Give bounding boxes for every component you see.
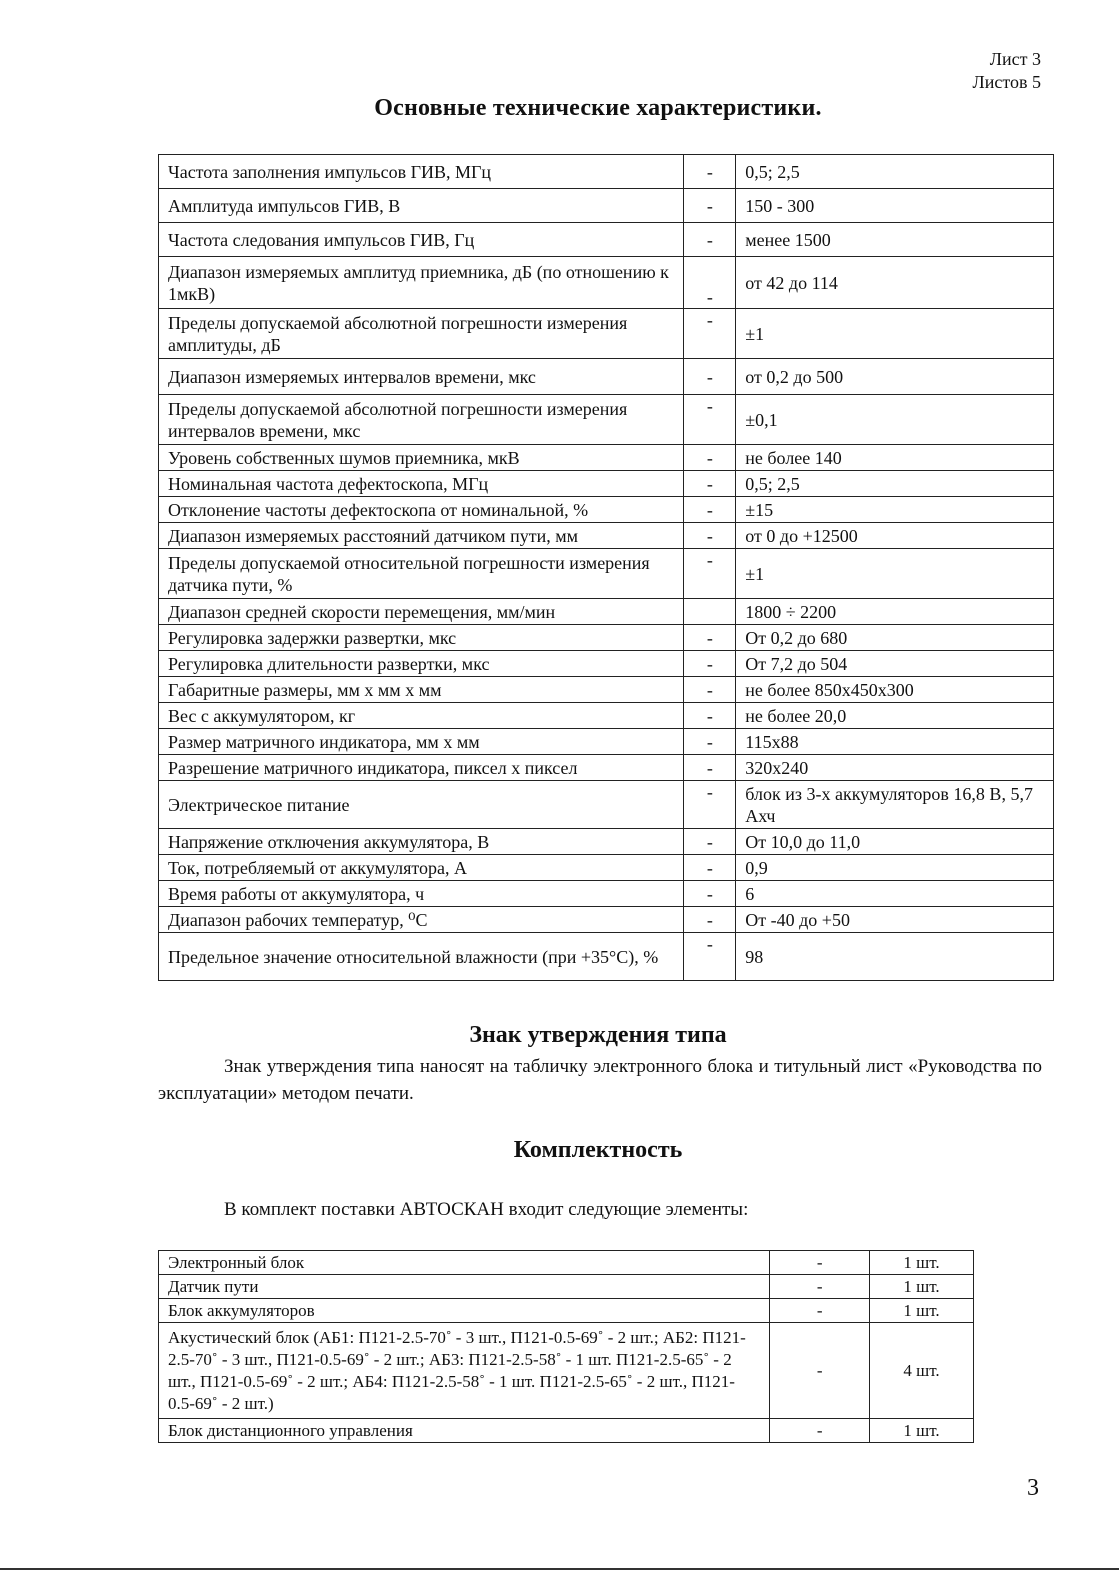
spec-value: не более 140 — [736, 445, 1054, 471]
approval-text: Знак утверждения типа наносят на табличку электронного блока и титульный лист «Руководства по эксплуатации» методом печати. — [158, 1056, 1042, 1104]
kit-intro: В комплект поставки АВТОСКАН входит следующие элементы: — [224, 1199, 749, 1220]
spec-row — [159, 257, 1054, 309]
scan-edge-line — [0, 1568, 1119, 1570]
spec-dash: - — [684, 523, 736, 549]
spec-dash: - — [684, 155, 736, 189]
kit-row — [159, 1323, 974, 1419]
spec-row — [159, 471, 1054, 497]
spec-dash: - — [684, 829, 736, 855]
spec-name: Ток, потребляемый от аккумулятора, А — [159, 855, 684, 881]
spec-row — [159, 881, 1054, 907]
page-title: Основные технические характеристики. — [374, 95, 822, 121]
spec-name: Время работы от аккумулятора, ч — [159, 881, 684, 907]
page-number: 3 — [1027, 1475, 1039, 1501]
spec-name: Электрическое питание — [159, 781, 684, 829]
sheets-total: Листов 5 — [972, 72, 1041, 92]
spec-dash: - — [684, 395, 736, 445]
spec-value: не более 20,0 — [736, 703, 1054, 729]
spec-dash: - — [684, 471, 736, 497]
spec-dash: - — [684, 549, 736, 599]
kit-item-qty: 4 шт. — [870, 1323, 974, 1419]
spec-value: от 42 до 114 — [736, 257, 1054, 309]
spec-row — [159, 907, 1054, 933]
kit-item-name: Акустический блок (АБ1: П121-2.5-70˚ - 3 шт., П121-0.5-69˚ - 2 шт.; АБ2: П121-2.5-70˚ - 3 шт., П121-0.5-69˚ - 2 шт.; АБ3: П121-2.5-58˚ - 1 шт. П121-2.5-65˚ - 2 шт., П121-0.5-69˚ - 2 шт.; АБ4: П121-2.5-58˚ - 1 шт. П121-2.5-65˚ - 2 шт., П121-0.5-69˚ - 2 шт.) — [159, 1323, 770, 1419]
spec-name: Диапазон рабочих температур, ⁰С — [159, 907, 684, 933]
spec-row — [159, 395, 1054, 445]
spec-value: ±1 — [736, 549, 1054, 599]
spec-dash: - — [684, 359, 736, 395]
spec-row — [159, 599, 1054, 625]
spec-name: Уровень собственных шумов приемника, мкВ — [159, 445, 684, 471]
spec-dash: - — [684, 881, 736, 907]
spec-value: 0,5; 2,5 — [736, 155, 1054, 189]
kit-item-name: Блок дистанционного управления — [159, 1419, 770, 1443]
spec-dash: - — [684, 933, 736, 981]
spec-dash: - — [684, 703, 736, 729]
spec-name: Напряжение отключения аккумулятора, В — [159, 829, 684, 855]
spec-value: блок из 3-х аккумуляторов 16,8 В, 5,7 Ахч — [736, 781, 1054, 829]
kit-row — [159, 1251, 974, 1275]
spec-row — [159, 755, 1054, 781]
spec-dash: - — [684, 445, 736, 471]
spec-value: 6 — [736, 881, 1054, 907]
spec-value: 115х88 — [736, 729, 1054, 755]
sheet-header — [973, 48, 1041, 94]
spec-value: ±1 — [736, 309, 1054, 359]
kit-item-name: Блок аккумуляторов — [159, 1299, 770, 1323]
spec-dash: - — [684, 625, 736, 651]
spec-dash: - — [684, 855, 736, 881]
spec-row — [159, 651, 1054, 677]
spec-row — [159, 729, 1054, 755]
spec-value: ±0,1 — [736, 395, 1054, 445]
spec-value: 1800 ÷ 2200 — [736, 599, 1054, 625]
kit-item-dash: - — [770, 1251, 870, 1275]
spec-name: Габаритные размеры, мм х мм х мм — [159, 677, 684, 703]
spec-dash: - — [684, 907, 736, 933]
spec-value: ±15 — [736, 497, 1054, 523]
spec-row — [159, 703, 1054, 729]
spec-dash: - — [684, 755, 736, 781]
spec-row — [159, 549, 1054, 599]
spec-dash: - — [684, 497, 736, 523]
kit-row — [159, 1299, 974, 1323]
sheet-number: Лист 3 — [989, 49, 1041, 69]
spec-value: От -40 до +50 — [736, 907, 1054, 933]
spec-name: Отклонение частоты дефектоскопа от номинальной, % — [159, 497, 684, 523]
spec-value: не более 850х450х300 — [736, 677, 1054, 703]
spec-dash — [684, 599, 736, 625]
spec-value: 0,5; 2,5 — [736, 471, 1054, 497]
spec-dash: - — [684, 223, 736, 257]
spec-value: 320х240 — [736, 755, 1054, 781]
spec-name: Номинальная частота дефектоскопа, МГц — [159, 471, 684, 497]
spec-name: Частота заполнения импульсов ГИВ, МГц — [159, 155, 684, 189]
kit-table — [158, 1250, 974, 1443]
spec-value: От 7,2 до 504 — [736, 651, 1054, 677]
spec-value: менее 1500 — [736, 223, 1054, 257]
spec-row — [159, 309, 1054, 359]
spec-value: 98 — [736, 933, 1054, 981]
spec-name: Диапазон измеряемых амплитуд приемника, дБ (по отношению к 1мкВ) — [159, 257, 684, 309]
approval-title: Знак утверждения типа — [469, 1022, 727, 1048]
spec-row — [159, 445, 1054, 471]
kit-item-dash: - — [770, 1419, 870, 1443]
spec-name: Разрешение матричного индикатора, пиксел х пиксел — [159, 755, 684, 781]
spec-name: Предельное значение относительной влажности (при +35°С), % — [159, 933, 684, 981]
spec-name: Амплитуда импульсов ГИВ, В — [159, 189, 684, 223]
kit-item-qty: 1 шт. — [870, 1299, 974, 1323]
spec-row — [159, 677, 1054, 703]
kit-row — [159, 1419, 974, 1443]
spec-value: 150 - 300 — [736, 189, 1054, 223]
spec-row — [159, 855, 1054, 881]
specifications-table — [158, 154, 1054, 981]
spec-name: Пределы допускаемой относительной погрешности измерения датчика пути, % — [159, 549, 684, 599]
spec-name: Диапазон средней скорости перемещения, мм/мин — [159, 599, 684, 625]
kit-item-dash: - — [770, 1275, 870, 1299]
kit-item-name: Датчик пути — [159, 1275, 770, 1299]
spec-name: Вес с аккумулятором, кг — [159, 703, 684, 729]
spec-name: Пределы допускаемой абсолютной погрешности измерения интервалов времени, мкс — [159, 395, 684, 445]
spec-row — [159, 223, 1054, 257]
spec-value: 0,9 — [736, 855, 1054, 881]
spec-dash: - — [684, 189, 736, 223]
kit-item-dash: - — [770, 1299, 870, 1323]
spec-row — [159, 933, 1054, 981]
spec-dash: - — [684, 257, 736, 309]
spec-row — [159, 829, 1054, 855]
spec-name: Пределы допускаемой абсолютной погрешности измерения амплитуды, дБ — [159, 309, 684, 359]
kit-item-name: Электронный блок — [159, 1251, 770, 1275]
kit-title: Комплектность — [513, 1137, 683, 1163]
spec-dash: - — [684, 677, 736, 703]
spec-name: Диапазон измеряемых расстояний датчиком пути, мм — [159, 523, 684, 549]
spec-name: Регулировка длительности развертки, мкс — [159, 651, 684, 677]
spec-row — [159, 155, 1054, 189]
kit-item-qty: 1 шт. — [870, 1419, 974, 1443]
spec-dash: - — [684, 309, 736, 359]
kit-row — [159, 1275, 974, 1299]
spec-row — [159, 497, 1054, 523]
kit-item-dash: - — [770, 1323, 870, 1419]
spec-name: Диапазон измеряемых интервалов времени, мкс — [159, 359, 684, 395]
spec-row — [159, 781, 1054, 829]
spec-name: Регулировка задержки развертки, мкс — [159, 625, 684, 651]
kit-item-qty: 1 шт. — [870, 1251, 974, 1275]
spec-name: Частота следования импульсов ГИВ, Гц — [159, 223, 684, 257]
spec-row — [159, 523, 1054, 549]
spec-name: Размер матричного индикатора, мм х мм — [159, 729, 684, 755]
spec-dash: - — [684, 651, 736, 677]
spec-value: От 0,2 до 680 — [736, 625, 1054, 651]
spec-row — [159, 189, 1054, 223]
spec-dash: - — [684, 781, 736, 829]
spec-row — [159, 625, 1054, 651]
spec-value: от 0 до +12500 — [736, 523, 1054, 549]
spec-row — [159, 359, 1054, 395]
spec-value: от 0,2 до 500 — [736, 359, 1054, 395]
spec-value: От 10,0 до 11,0 — [736, 829, 1054, 855]
kit-item-qty: 1 шт. — [870, 1275, 974, 1299]
spec-dash: - — [684, 729, 736, 755]
